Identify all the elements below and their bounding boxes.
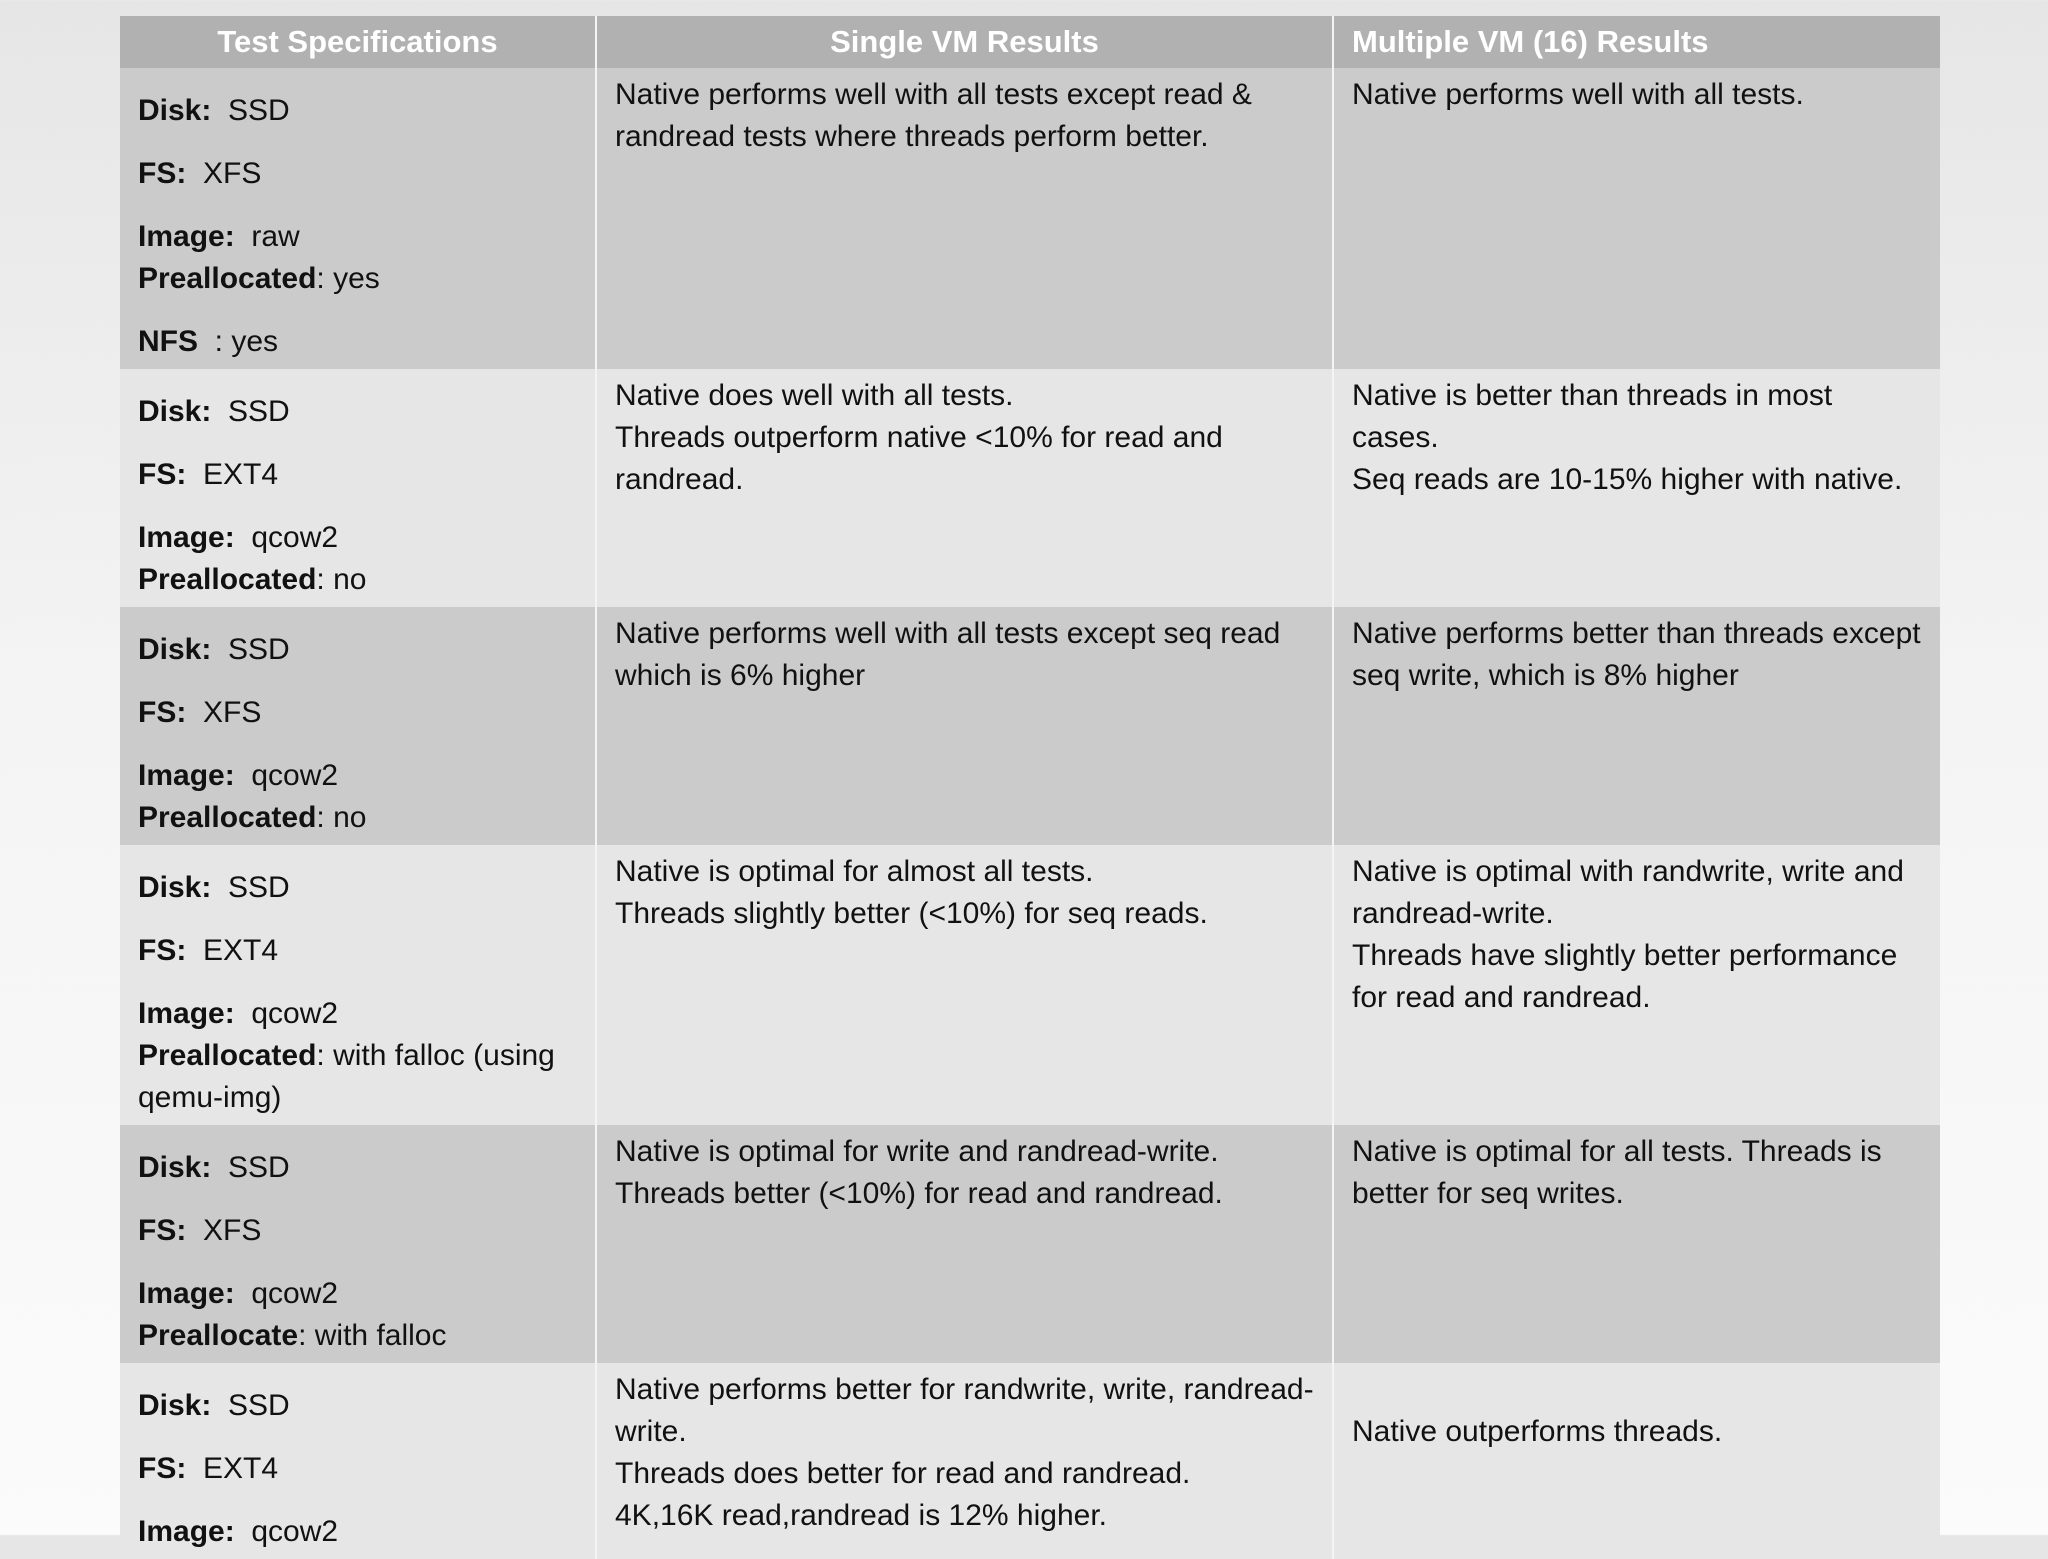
result-line: Native is optimal with randwrite, write and randread-write.	[1352, 855, 1904, 930]
spec-value: : with falloc	[298, 1319, 447, 1352]
single-vm-result-cell	[597, 369, 1334, 607]
table-row	[120, 607, 1940, 845]
spec-separator	[211, 633, 228, 666]
spec-separator	[186, 157, 203, 190]
result-line: Native performs better for randwrite, write, randread-write.	[615, 1373, 1314, 1448]
spec-separator	[235, 521, 252, 554]
spec-value: qcow2	[251, 997, 339, 1030]
spec-separator	[211, 871, 228, 904]
multiple-vm-result-cell	[1334, 845, 1940, 1125]
spec-line	[138, 216, 577, 258]
result-line: Native does well with all tests.	[615, 379, 1014, 412]
spec-value: XFS	[203, 696, 262, 729]
spec-line	[138, 1448, 577, 1490]
spec-key: Disk:	[138, 633, 212, 666]
single-vm-result-cell	[597, 607, 1334, 845]
spec-line	[138, 153, 577, 195]
single-vm-result-cell	[597, 845, 1334, 1125]
spec-value: EXT4	[203, 1452, 279, 1485]
result-line: Native performs well with all tests except read & randread tests where threads perform better.	[615, 78, 1252, 153]
spec-key: FS:	[138, 1214, 187, 1247]
spec-separator	[186, 458, 203, 491]
multiple-vm-result-cell	[1334, 607, 1940, 845]
spec-value: SSD	[228, 395, 290, 428]
spec-value: SSD	[228, 94, 290, 127]
spec-key: FS:	[138, 696, 187, 729]
spec-value: SSD	[228, 1151, 290, 1184]
spec-value: EXT4	[203, 458, 279, 491]
header-single-vm-results: Single VM Results	[597, 16, 1334, 68]
spec-value: qcow2	[251, 759, 339, 792]
result-line: Native is better than threads in most cases.	[1352, 379, 1833, 454]
spec-key: Image:	[138, 220, 235, 253]
spec-line	[138, 258, 577, 300]
spec-separator	[211, 1151, 228, 1184]
spec-key: Preallocated	[138, 1039, 317, 1072]
header-multiple-vm-results: Multiple VM (16) Results	[1334, 16, 1940, 68]
spec-value: XFS	[203, 157, 262, 190]
spec-value: : no	[316, 563, 367, 596]
spec-key: Preallocated	[138, 563, 317, 596]
spec-key: Image:	[138, 997, 235, 1030]
result-line: Native performs well with all tests except seq read which is 6% higher	[615, 617, 1281, 692]
table-row	[120, 369, 1940, 607]
spec-line	[138, 1273, 577, 1315]
spec-separator	[211, 94, 228, 127]
spec-cell	[120, 1125, 597, 1363]
spec-value: raw	[251, 220, 300, 253]
results-table	[120, 16, 1940, 1559]
spec-separator	[235, 220, 252, 253]
spec-separator	[235, 1277, 252, 1310]
spec-line	[138, 629, 577, 671]
spec-key: Disk:	[138, 1389, 212, 1422]
spec-value: SSD	[228, 871, 290, 904]
spec-line	[138, 930, 577, 972]
spec-key: Disk:	[138, 94, 212, 127]
spec-value: : no	[316, 801, 367, 834]
spec-key: FS:	[138, 1452, 187, 1485]
result-line: Threads outperform native <10% for read and randread.	[615, 421, 1223, 496]
spec-line	[138, 321, 577, 363]
spec-line	[138, 1315, 577, 1357]
spec-key: Disk:	[138, 1151, 212, 1184]
spec-separator	[186, 1452, 203, 1485]
spec-line	[138, 1210, 577, 1252]
spec-value: SSD	[228, 1389, 290, 1422]
spec-key: Preallocated	[138, 262, 317, 295]
spec-key: Image:	[138, 759, 235, 792]
spec-key: FS:	[138, 458, 187, 491]
spec-value: EXT4	[203, 934, 279, 967]
spec-separator	[235, 759, 252, 792]
result-line: 4K,16K read,randread is 12% higher.	[615, 1499, 1107, 1532]
multiple-vm-result-cell	[1334, 68, 1940, 369]
table-row	[120, 845, 1940, 1125]
spec-cell	[120, 68, 597, 369]
result-line: Seq reads are 10-15% higher with native.	[1352, 463, 1903, 496]
multiple-vm-result-cell	[1334, 1363, 1940, 1559]
spec-separator	[186, 934, 203, 967]
spec-value: qcow2	[251, 1277, 339, 1310]
spec-separator	[211, 1389, 228, 1422]
table-row	[120, 1125, 1940, 1363]
spec-line	[138, 559, 577, 601]
spec-cell	[120, 369, 597, 607]
spec-line	[138, 1035, 577, 1119]
spec-separator	[235, 997, 252, 1030]
header-test-specifications: Test Specifications	[120, 16, 597, 68]
spec-separator	[186, 696, 203, 729]
spec-value: SSD	[228, 633, 290, 666]
spec-line	[138, 797, 577, 839]
spec-cell	[120, 1363, 597, 1559]
multiple-vm-result-cell	[1334, 369, 1940, 607]
single-vm-result-cell	[597, 68, 1334, 369]
spec-line	[138, 1385, 577, 1427]
table-body	[120, 68, 1940, 1559]
spec-cell	[120, 845, 597, 1125]
spec-line	[138, 692, 577, 734]
result-line: Native performs well with all tests.	[1352, 78, 1804, 111]
single-vm-result-cell	[597, 1125, 1334, 1363]
spec-key: Preallocated	[138, 801, 317, 834]
spec-line	[138, 454, 577, 496]
spec-separator	[186, 1214, 203, 1247]
spec-key: Image:	[138, 521, 235, 554]
table-row	[120, 68, 1940, 369]
spec-line	[138, 1147, 577, 1189]
result-line: Threads slightly better (<10%) for seq reads.	[615, 897, 1208, 930]
result-line: Threads better (<10%) for read and randread.	[615, 1177, 1223, 1210]
spec-value: qcow2	[251, 521, 339, 554]
spec-line	[138, 755, 577, 797]
spec-key: Disk:	[138, 871, 212, 904]
spec-key: Disk:	[138, 395, 212, 428]
spec-key: Image:	[138, 1277, 235, 1310]
spec-line	[138, 993, 577, 1035]
spec-separator	[211, 395, 228, 428]
result-line: Threads does better for read and randread.	[615, 1457, 1191, 1490]
multiple-vm-result-cell	[1334, 1125, 1940, 1363]
spec-line	[138, 517, 577, 559]
result-line: Native performs better than threads except seq write, which is 8% higher	[1352, 617, 1921, 692]
spec-value: : yes	[206, 325, 279, 358]
spec-cell	[120, 607, 597, 845]
result-line: Native is optimal for write and randread-write.	[615, 1135, 1219, 1168]
table-row	[120, 1363, 1940, 1559]
header-row	[120, 16, 1940, 68]
spec-line	[138, 867, 577, 909]
spec-value: qcow2	[251, 1515, 339, 1548]
spec-separator	[235, 1515, 252, 1548]
spec-key: NFS	[138, 325, 198, 358]
spec-line	[138, 391, 577, 433]
single-vm-result-cell	[597, 1363, 1334, 1559]
spec-value: : with falloc (using qemu-img)	[138, 1039, 555, 1114]
result-line: Native outperforms threads.	[1352, 1415, 1723, 1448]
spec-key: Image:	[138, 1515, 235, 1548]
spec-key: Preallocate	[138, 1319, 299, 1352]
spec-key: FS:	[138, 934, 187, 967]
spec-line	[138, 1511, 577, 1553]
result-line: Threads have slightly better performance for read and randread.	[1352, 939, 1898, 1014]
result-line: Native is optimal for almost all tests.	[615, 855, 1094, 888]
spec-value: : yes	[316, 262, 380, 295]
spec-key: FS:	[138, 157, 187, 190]
result-line: Native is optimal for all tests. Threads is better for seq writes.	[1352, 1135, 1882, 1210]
spec-value: XFS	[203, 1214, 262, 1247]
spec-line	[138, 90, 577, 132]
